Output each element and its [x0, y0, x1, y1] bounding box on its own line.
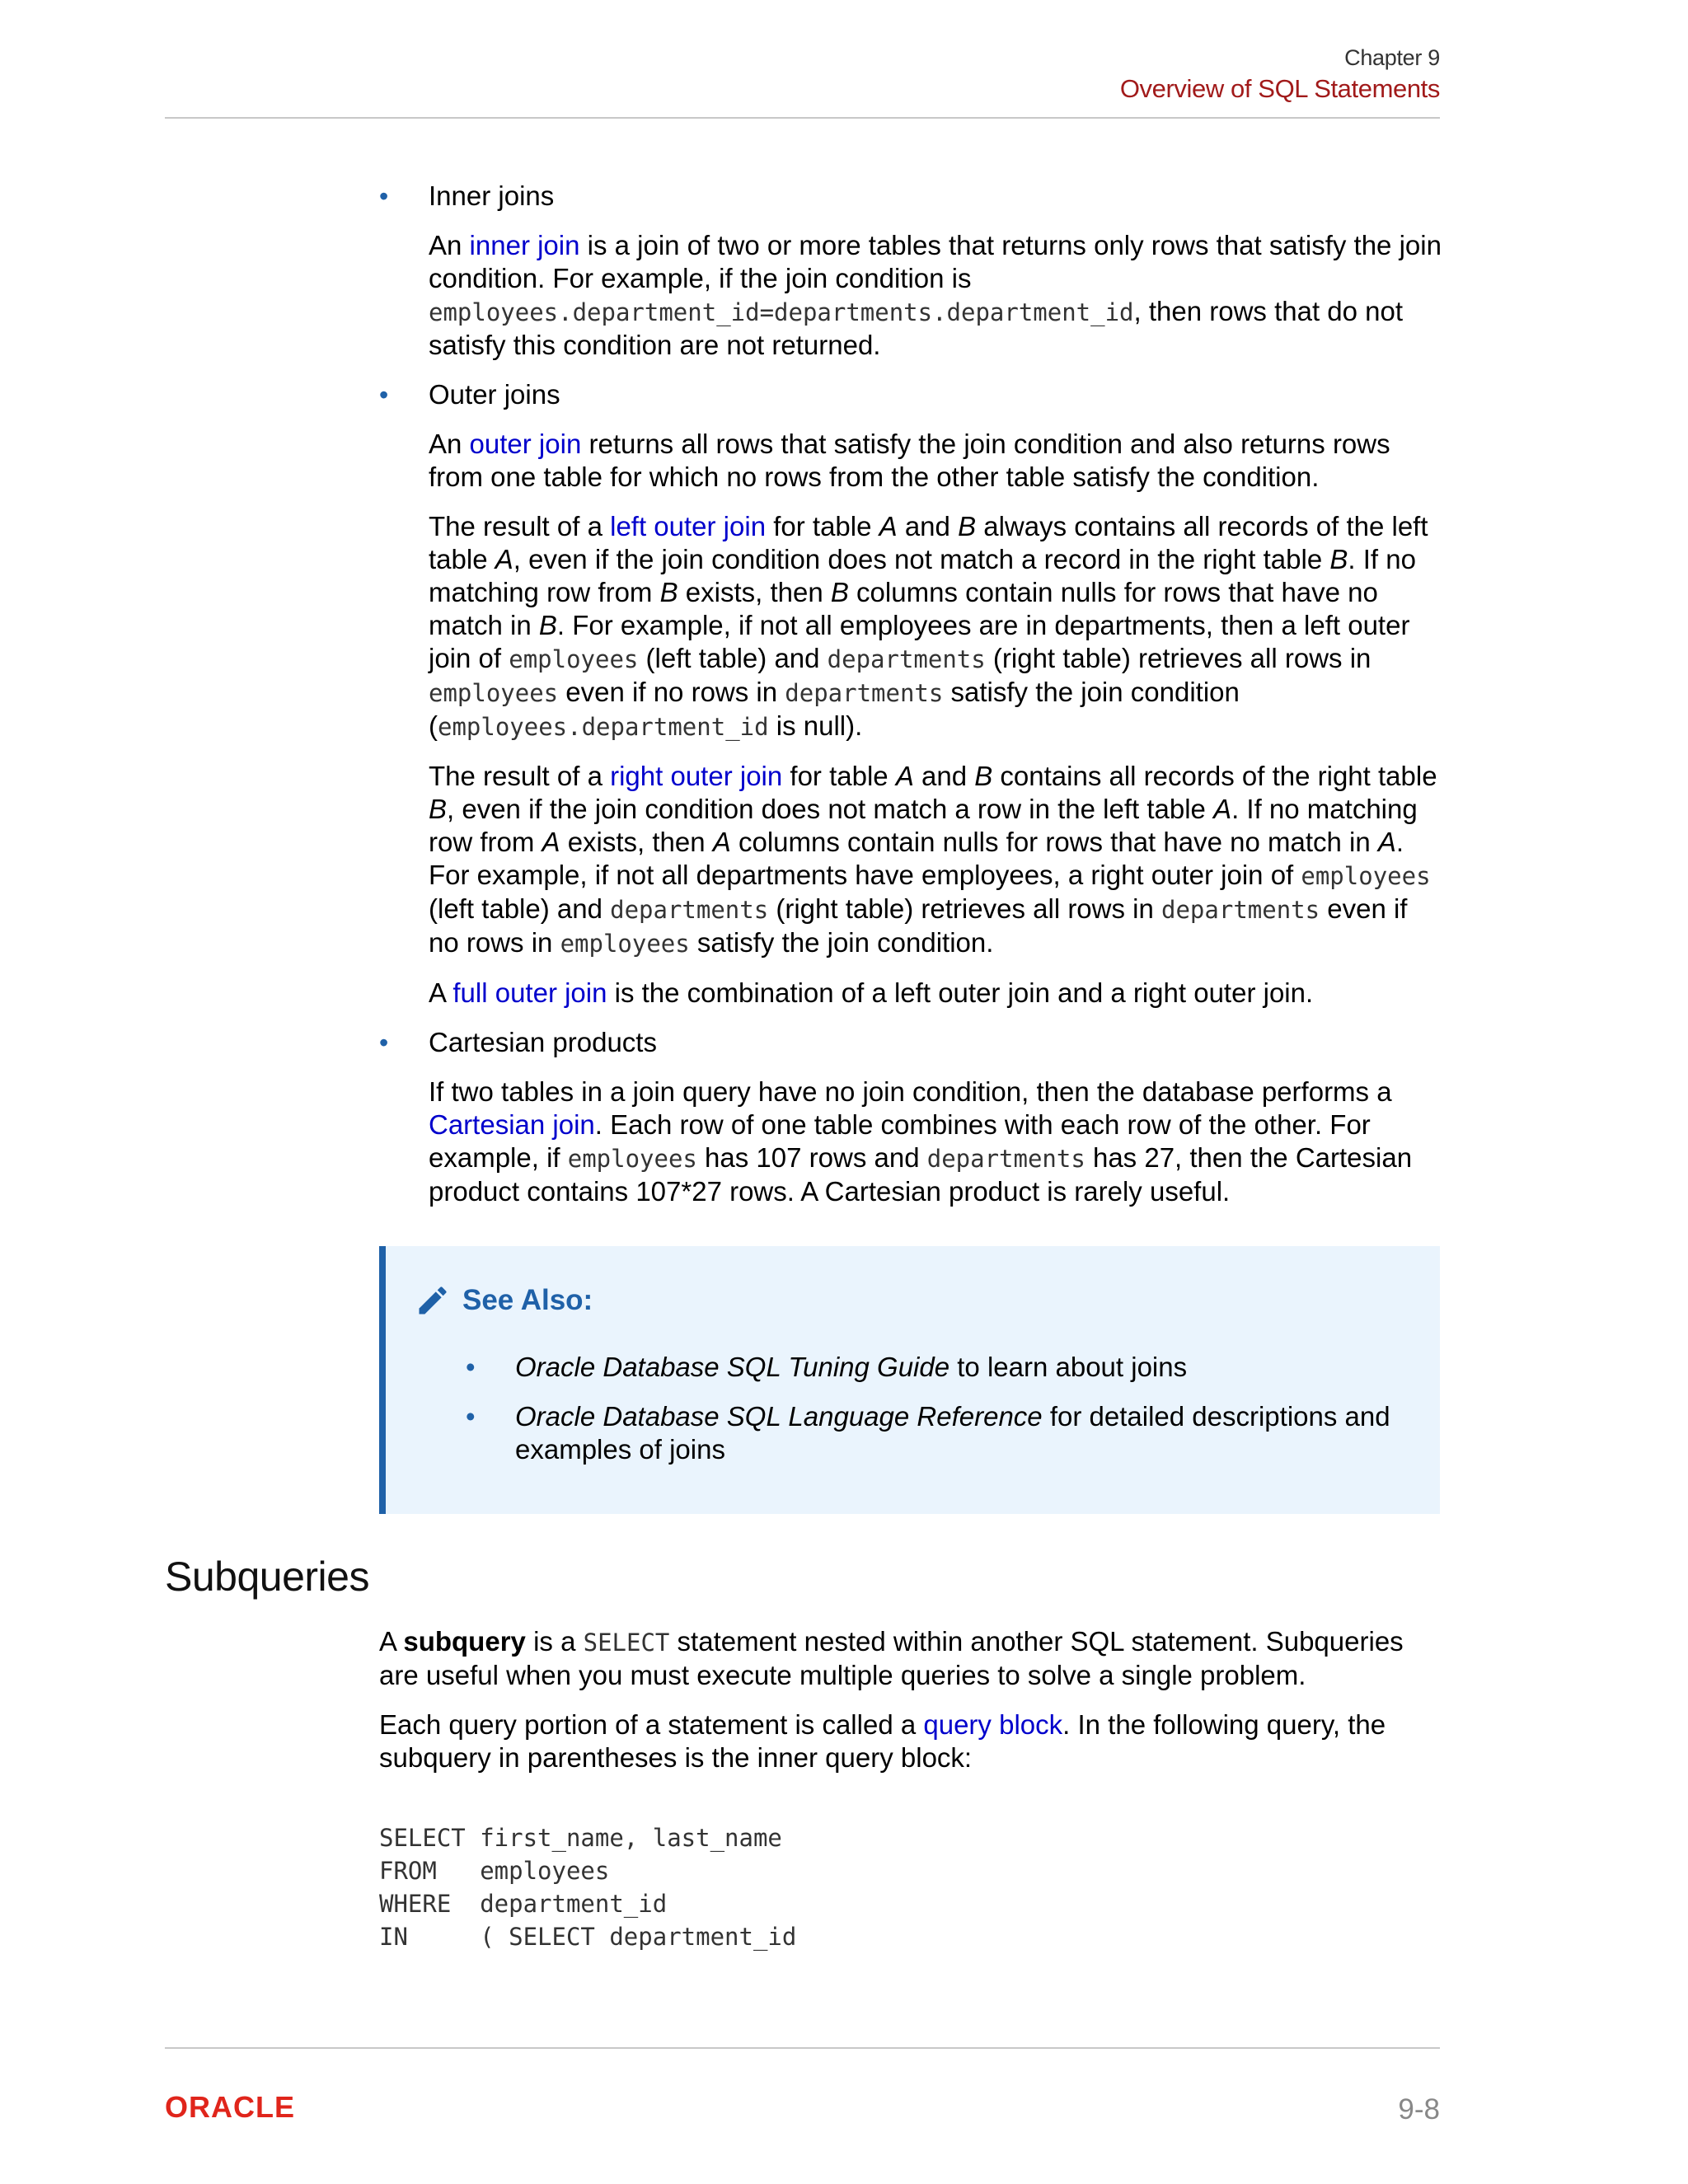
- running-header: [1120, 43, 1440, 105]
- header-rule: [165, 117, 1440, 119]
- chapter-label: Chapter 9: [1344, 45, 1440, 70]
- bullet-icon: •: [466, 1352, 476, 1382]
- section-heading: Subqueries: [165, 1554, 369, 1600]
- bullet-icon: •: [466, 1401, 476, 1432]
- note-accent-bar: [379, 1246, 386, 1514]
- bullet-icon: •: [379, 181, 389, 211]
- list-item-title: Outer joins: [429, 379, 560, 410]
- inner-join-link[interactable]: inner join: [469, 230, 580, 260]
- paragraph: Each query portion of a statement is called a query block. In the following query, the subquery in parentheses is the inner query block:: [379, 1709, 1386, 1773]
- pencil-icon: [415, 1282, 451, 1319]
- bullet-icon: •: [379, 1028, 389, 1057]
- book-title[interactable]: Oracle Database SQL Tuning Guide: [515, 1352, 950, 1382]
- code-inline: employees.department_id=departments.department_id: [429, 298, 1134, 326]
- book-title[interactable]: Oracle Database SQL Language Reference: [515, 1401, 1043, 1432]
- list-item-title: Inner joins: [429, 180, 555, 211]
- see-also-header: [415, 1282, 593, 1319]
- code-inline: departments: [926, 1145, 1085, 1173]
- code-inline: employees: [1301, 862, 1431, 890]
- code-inline: departments: [827, 645, 986, 673]
- join-types-list: [379, 180, 1442, 1225]
- code-example: SELECT first_name, last_name FROM employees WHERE department_id IN ( SELECT department_id: [379, 1824, 797, 1951]
- paragraph: The result of a left outer join for table A and B always contains all records of the left table A, even if the join condition does not match a record in the right table B. If no matching row from B exists, then B columns contain nulls for rows that have no match in B. For example, if not all employees are in departments, then a left outer join of employees (left table) and departments (right table) retrieves all rows in employees even if no rows in departments satisfy the join condition (employees.department_id is null).: [429, 511, 1428, 741]
- code-inline: employees: [567, 1145, 697, 1173]
- bullet-icon: •: [379, 380, 389, 410]
- see-also-label: See Also:: [462, 1284, 593, 1316]
- query-block-link[interactable]: query block: [923, 1709, 1063, 1740]
- oracle-logo: [165, 2094, 346, 2125]
- outer-join-link[interactable]: outer join: [469, 429, 582, 459]
- list-item-inner-joins: [379, 180, 1442, 362]
- paragraph: The result of a right outer join for table A and B contains all records of the right table B, even if the join condition does not match a row in the left table A. If no matching row from A exists, then A columns contain nulls for rows that have no match in A. For example, if not all departments have employees, a right outer join of employees (left table) and departments (right table) retrieves all rows in departments even if no rows in employees satisfy the join condition.: [429, 761, 1437, 958]
- code-inline: departments: [785, 679, 944, 707]
- paragraph: An inner join is a join of two or more tables that returns only rows that satisfy the join condition. For example, if the join condition is employees.department_id=departments.department_id, then rows that do not satisfy this condition are not returned.: [429, 230, 1442, 360]
- list-item-outer-joins: [379, 378, 1442, 1010]
- paragraph: If two tables in a join query have no join condition, then the database performs a Cartesian join. Each row of one table combines with each row of the other. For example, if employees has 107 rows and departments has 27, then the Cartesian product contains 107*27 rows. A Cartesian product is rarely useful.: [429, 1076, 1413, 1207]
- see-also-box: [379, 1246, 1440, 1514]
- code-inline: employees: [560, 930, 690, 958]
- see-also-item[interactable]: • Oracle Database SQL Tuning Guide to learn about joins: [466, 1352, 1188, 1382]
- section-title: Overview of SQL Statements: [1119, 74, 1440, 103]
- right-outer-join-link[interactable]: right outer join: [610, 761, 783, 791]
- code-inline: employees: [509, 645, 639, 673]
- code-inline: departments: [1161, 896, 1320, 924]
- list-item-title: Cartesian products: [429, 1027, 657, 1057]
- full-outer-join-link[interactable]: full outer join: [452, 977, 607, 1008]
- see-also-list: [466, 1351, 1422, 1483]
- code-inline: departments: [610, 896, 769, 924]
- list-item-cartesian-products: [379, 1026, 1442, 1208]
- code-inline: employees: [429, 679, 559, 707]
- svg-text:ORACLE: ORACLE: [165, 2094, 295, 2121]
- page-number: 9-8: [1398, 2093, 1440, 2125]
- see-also-item[interactable]: • Oracle Database SQL Language Reference for detailed descriptions and examples of joins: [466, 1401, 1390, 1465]
- code-inline: SELECT: [583, 1629, 670, 1657]
- footer-rule: [165, 2047, 1440, 2049]
- subqueries-body: [379, 1625, 1442, 1791]
- paragraph: An outer join returns all rows that satisfy the join condition and also returns rows from one table for which no rows from the other table satisfy the condition.: [429, 429, 1390, 492]
- oracle-logo-wordmark: [165, 2094, 346, 2121]
- paragraph: A full outer join is the combination of a left outer join and a right outer join.: [429, 977, 1314, 1008]
- code-inline: employees.department_id: [438, 713, 769, 741]
- cartesian-join-link[interactable]: Cartesian join: [429, 1109, 595, 1140]
- paragraph: A subquery is a SELECT statement nested within another SQL statement. Subqueries are useful when you must execute multiple queries to solve a single problem.: [379, 1626, 1404, 1690]
- left-outer-join-link[interactable]: left outer join: [610, 511, 767, 541]
